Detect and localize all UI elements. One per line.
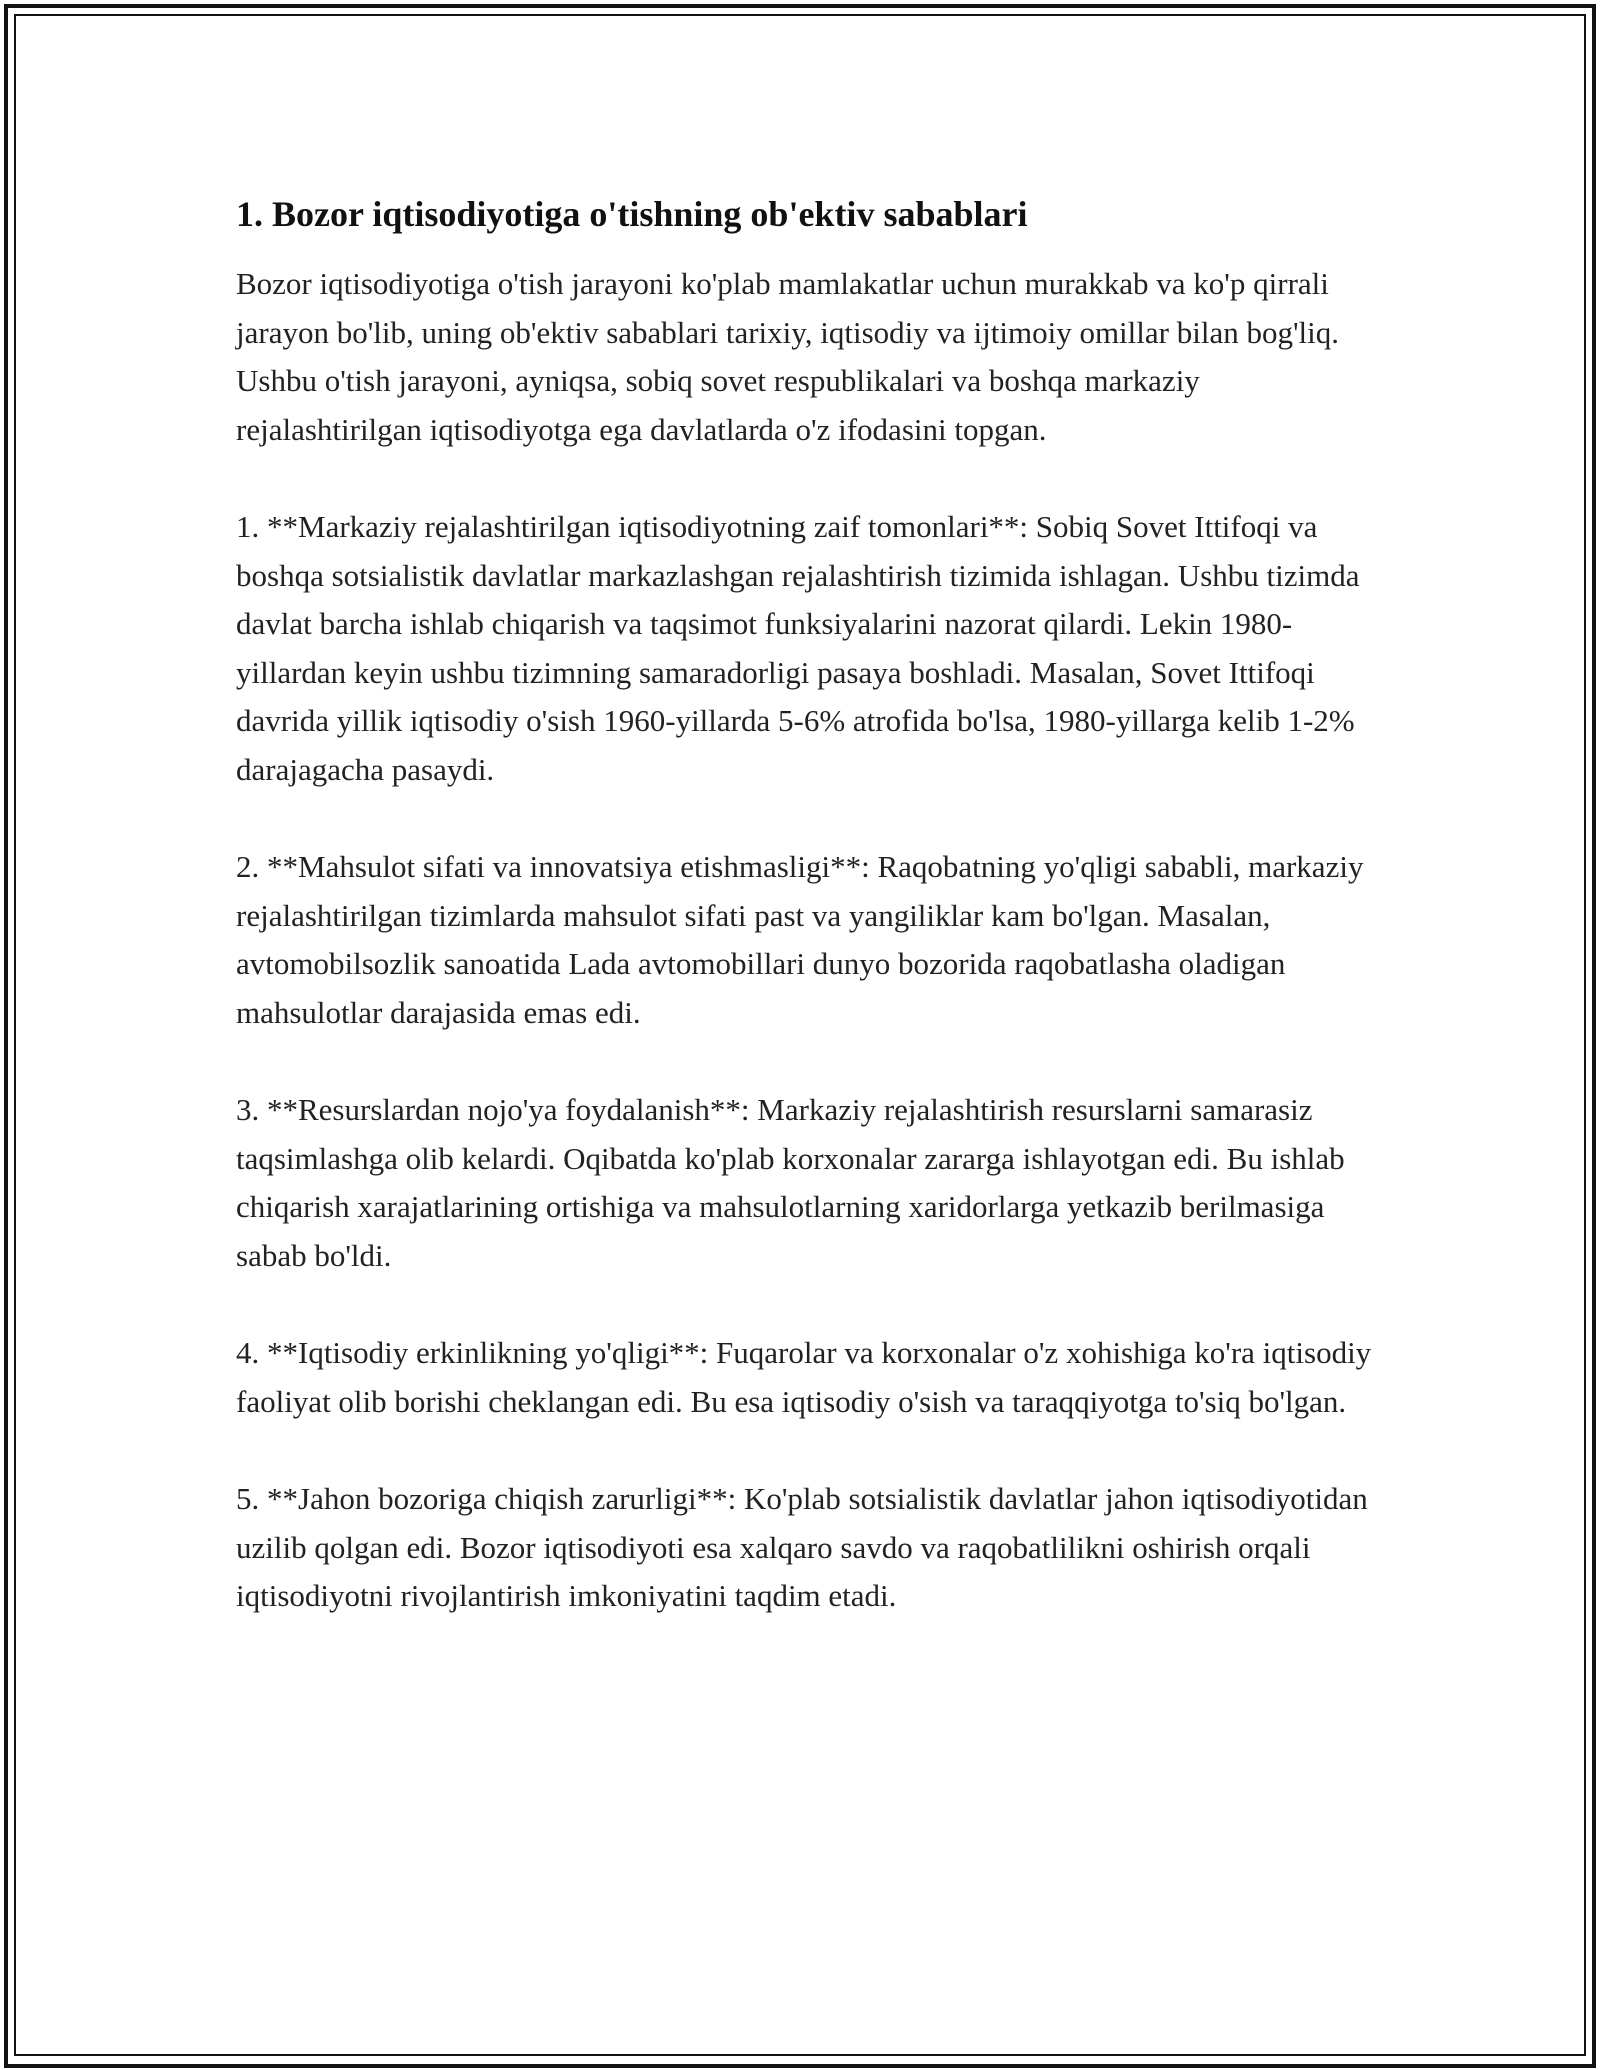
document-title: 1. Bozor iqtisodiyotiga o'tishning ob'ektiv sabablari [236, 194, 1028, 234]
document-body [236, 188, 1376, 1670]
list-item: 5. **Jahon bozoriga chiqish zarurligi**: Ko'plab sotsialistik davlatlar jahon iqtisodiyotidan uzilib qolgan edi. Bozor iqtisodiyoti esa xalqaro savdo va raqobatlilikni oshirish orqali iqtisodiyotni rivojlantirish imkoniyatini taqdim etadi. [236, 1481, 1368, 1613]
list-item: 4. **Iqtisodiy erkinlikning yo'qligi**: Fuqarolar va korxonalar o'z xohishiga ko'ra iqtisodiy faoliyat olib borishi cheklangan edi. Bu esa iqtisodiy o'sish va taraqqiyotga to'siq bo'lgan. [236, 1335, 1372, 1419]
intro-paragraph: Bozor iqtisodiyotiga o'tish jarayoni ko'plab mamlakatlar uchun murakkab va ko'p qirrali jarayon bo'lib, uning ob'ektiv sabablari tarixiy, iqtisodiy va ijtimoiy omillar bilan bog'liq. Ushbu o'tish jarayoni, ayniqsa, sobiq sovet respublikalari va boshqa markaziy rejalashtirilgan iqtisodiyotga ega davlatlarda o'z ifodasini topgan. [236, 266, 1340, 447]
list-item: 1. **Markaziy rejalashtirilgan iqtisodiyotning zaif tomonlari**: Sobiq Sovet Ittifoqi va boshqa sotsialistik davlatlar markazlashgan rejalashtirish tizimida ishlagan. Ushbu tizimda davlat barcha ishlab chiqarish va taqsimot funksiyalarini nazorat qilardi. Lekin 1980-yillardan keyin ushbu tizimning samaradorligi pasaya boshladi. Masalan, Sovet Ittifoqi davrida yillik iqtisodiy o'sish 1960-yillarda 5-6% atrofida bo'lsa, 1980-yillarga kelib 1-2% darajagacha pasaydi. [236, 509, 1360, 787]
list-item: 2. **Mahsulot sifati va innovatsiya etishmasligi**: Raqobatning yo'qligi sababli, markaziy rejalashtirilgan tizimlarda mahsulot sifati past va yangiliklar kam bo'lgan. Masalan, avtomobilsozlik sanoatida Lada avtomobillari dunyo bozorida raqobatlasha oladigan mahsulotlar darajasida emas edi. [236, 849, 1364, 1030]
list-item: 3. **Resurslardan nojo'ya foydalanish**: Markaziy rejalashtirish resurslarni samarasiz taqsimlashga olib kelardi. Oqibatda ko'plab korxonalar zararga ishlayotgan edi. Bu ishlab chiqarish xarajatlarining ortishiga va mahsulotlarning xaridorlarga yetkazib berilmasiga sabab bo'ldi. [236, 1092, 1345, 1273]
